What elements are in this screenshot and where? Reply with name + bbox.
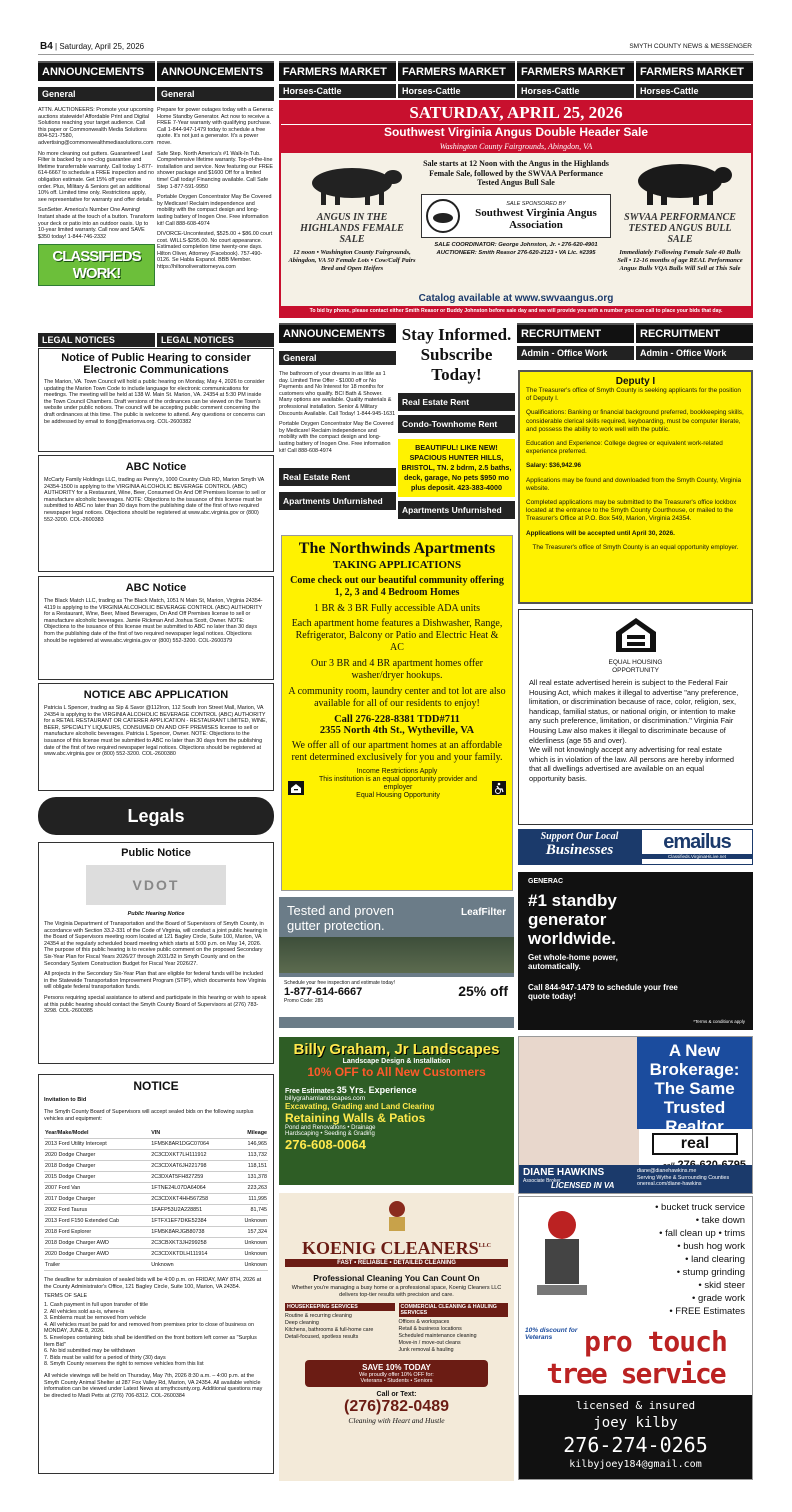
sponsored-label: SALE SPONSORED BY	[506, 200, 566, 207]
sale-intro: Sale starts at 12 Noon with the Angus in the Highlands Female Sale, followed by the SWVAA Performance Tested Angus Bull Sale	[423, 159, 609, 187]
col-header: Year/Make/Model	[44, 1128, 150, 1139]
ad-bathroom: The bathroom of your dreams in as little as 1 day. Limited Time Offer - $1000 off or No Payments and No Interest for 18 months for customers who qualify. BCI Bath & Shower. Many options are available. Quality materials & professional installation. Senior & Military Discounts Available. Call Today! 1-844-945-1631	[279, 371, 396, 417]
cell: 111,995	[234, 1194, 268, 1205]
cell: 157,324	[234, 1227, 268, 1238]
koenig-intro: Whether you're managing a busy home or a professional space, Koenig Cleaners LLC delivers top-tier results with precision and care.	[291, 1285, 502, 1298]
notice-bids	[38, 1074, 274, 1474]
leaf-brand: LeafFilter	[460, 907, 506, 918]
nw-title: The Northwinds Apartments	[298, 540, 496, 557]
section-head: RECRUITMENT	[517, 323, 634, 343]
tree-service-item: • take down	[695, 1215, 745, 1226]
service-item: Routine & recurring cleaning	[285, 1313, 352, 1319]
bull-image-icon	[625, 157, 735, 207]
realtor-name: DIANE HAWKINS	[523, 1167, 605, 1178]
service-item: Kitchens, bathrooms & full-home care	[285, 1327, 374, 1333]
sale-date: SATURDAY, APRIL 25, 2026	[281, 102, 751, 124]
billy-name: Billy Graham, Jr Landscapes	[293, 1041, 500, 1058]
subhead: Apartments Unfurnished	[279, 492, 396, 510]
realtor-license: LICENSED IN VA	[551, 1181, 615, 1190]
email-us-logo[interactable]	[641, 829, 753, 865]
table-row	[44, 1238, 268, 1249]
ad-oxygen: Portable Oxygen Concentrator May Be Covered by Medicare! Reclaim independence and mobility with the compact design and long-lasting battery of Inogen One. Free information kit! Call 888-608-4974	[279, 421, 394, 454]
cell: Unknown	[234, 1216, 268, 1227]
tree-licensed: licensed & insured	[575, 1399, 696, 1412]
sale-center-panel	[421, 157, 611, 273]
table-row	[44, 1161, 268, 1172]
cell: 2018 Dodge Charger	[44, 1161, 150, 1172]
support-line1: Support Our Local	[540, 831, 619, 842]
eho-label: EQUAL HOUSING OPPORTUNITY	[608, 659, 663, 674]
subhead: Horses-Cattle	[517, 84, 634, 98]
tree-service-item: • bush hog work	[677, 1241, 745, 1252]
job-text: The Treasurer's office of Smyth County is seeking applicants for the position of Deputy I.	[526, 387, 741, 403]
association-seal-icon	[425, 198, 461, 234]
sale-location: Washington County Fairgrounds, Abingdon, VA	[281, 141, 751, 153]
notice-body: The Smyth County Board of Supervisors will accept sealed bids on the following surplus vehicles and equipment:	[44, 1109, 254, 1122]
eho-text: We will not knowingly accept any advertising for real estate which is in violation of the law. All persons are hereby informed that all dwellings advertised are available on an equal opportunity basis.	[529, 745, 734, 783]
page-number: B4 | Saturday, April 25, 2026	[40, 41, 145, 52]
cell: Unknown	[150, 1260, 234, 1271]
section-head: ANNOUNCEMENTS	[157, 61, 274, 81]
cs-title: COMMERCIAL CLEANING & HAULING SERVICES	[399, 1303, 509, 1317]
cell: 81,745	[234, 1205, 268, 1216]
tree-brand-2: tree service	[546, 1357, 725, 1390]
cell: 2013 Ford F150 Extended Cab	[44, 1216, 150, 1227]
generac-cta: Call 844-947-1479 to schedule your free quote today!	[528, 983, 678, 1001]
table-row	[44, 1194, 268, 1205]
job-text: Applications may be found and downloaded from the Smyth County, Virginia website.	[526, 476, 742, 492]
cell: 2C3DXAT5FH827259	[150, 1172, 234, 1183]
notice-title: NOTICE ABC APPLICATION	[83, 689, 229, 701]
table-row	[44, 1139, 268, 1150]
tree-phone[interactable]: 276-274-0265	[563, 1433, 708, 1457]
cell: 113,732	[234, 1150, 268, 1161]
ad-oxygen: Portable Oxygen Concentrator May Be Covered by Medicare! Reclaim independence and mobility with the compact design and long-lasting battery of Inogen One. Free information kit! Call 888-608-4974	[157, 194, 272, 227]
legal-bar-label: LEGAL NOTICES	[38, 333, 155, 347]
cell: Unknown	[234, 1249, 268, 1260]
female-sale-title: ANGUS IN THE HIGHLANDS FEMALE SALE	[300, 212, 404, 245]
notice-body: Patricia L Spencer, trading as Sip & Savor @112Iron, 112 South Iron Street Mall, Marion, VA 24354 is applying to the VIRGINIA ALCOHOLIC BEVERAGE CONTROL (ABC) AUTHORITY for a RETAIL RESTAURANT OR CATERER APPLICATION - RESTAURANT LIMITED, WINE, BEER, SPECIALTY LIQUEURS, CONSUMED ON AND OFF PREMISES license to sell or manufacture alcoholic beverages. Patricia L Spencer, Owner. NOTE: Objections to the issuance of this license must be submitted to ABC no later than 30 days from the publishing date of the first of two required newspaper legal notices. Objections should be registered at www.abc.virginia.gov or (800) 552-3200. COL-2600380	[44, 705, 268, 758]
col3-announcements	[279, 323, 396, 510]
tree-brand-1: pro touch	[584, 1325, 727, 1358]
notice-body: The deadline for submission of sealed bids will be 4:00 p.m. on FRIDAY, MAY 8TH, 2026 at the County Administrator's Office, 121 Bagley Circle, Suite 100, Marion, VA 24354.	[44, 1277, 262, 1290]
cow-image-icon	[297, 157, 407, 207]
leaf-phone[interactable]: 1-877-614-6667	[284, 986, 363, 998]
table-row	[44, 1205, 268, 1216]
rental-ad: BEAUTIFUL! LIKE NEW! SPACIOUS HUNTER HILLS, BRISTOL, TN. 2 bdrm, 2.5 baths, deck, garage, No pets $950 mo plus deposit. 423-383-4000	[398, 439, 515, 497]
billy-discount: 10% OFF to All New Customers	[307, 1065, 486, 1079]
brokerage-headline: A New Brokerage: The Same Trusted Realtor	[637, 1037, 752, 1129]
col4-rentals	[398, 323, 515, 519]
equal-housing-logo-icon	[614, 616, 658, 654]
term-item: 6. No bid submitted may be withdrawn	[44, 1348, 136, 1355]
notice-title: NOTICE	[133, 1079, 179, 1093]
subhead: General	[38, 87, 155, 101]
term-item: 8. Smyth County reserves the right to remove vehicles from this list	[44, 1361, 204, 1368]
cell: 1FTNE24L07DA64064	[150, 1183, 234, 1194]
bull-sale-details: Immediately Following Female Sale 40 Bulls Sell • 12-16 months of age REAL Performance Angus Bulls VQA Bulls Will Sell at This Sale	[617, 249, 743, 272]
realtor-ad	[518, 1036, 753, 1194]
section-head: ANNOUNCEMENTS	[38, 61, 155, 81]
notice-vdot	[38, 842, 274, 1064]
commercial-list	[399, 1303, 509, 1354]
nw-address: 2355 North 4th St., Wytheville, VA	[319, 725, 475, 736]
header-rule	[38, 54, 754, 55]
sale-coordinator: SALE COORDINATOR: George Johnston, Jr. • 276-620-4901	[434, 241, 598, 248]
nw-eho: Equal Housing Opportunity	[356, 792, 440, 799]
recruitment-headers	[517, 323, 753, 360]
table-row	[44, 1183, 268, 1194]
leaffilter-ad	[279, 897, 514, 1028]
term-item: 2. All vehicles sold as-is, where-is	[44, 1308, 125, 1315]
job-text: Completed applications may be submitted to the Treasurer's office lockbox located at the entrance to the Smyth County Courthouse, or mailed to the Treasurer's Office at P.O. Box 549, Marion, Virginia 24354.	[526, 499, 737, 523]
nw-hookups: Our 3 BR and 4 BR apartment homes offer washer/dryer hookups.	[310, 658, 483, 681]
accessibility-icon	[492, 781, 506, 795]
koenig-headline: Professional Cleaning You Can Count On	[313, 1273, 480, 1283]
koenig-groups: Veterans • Students • Seniors	[360, 1378, 433, 1384]
equal-housing-notice	[518, 609, 753, 825]
job-salary: Salary: $36,942.96	[526, 462, 582, 470]
leaf-schedule: Schedule your free inspection and estimate today!	[284, 980, 395, 986]
notice-body: The Black Match LLC, trading as The Black Match, 1051 N Main St, Marion, Virginia 24354-4119 is applying to the VIRGINIA ALCOHOLIC BEVERAGE CONTROL (ABC) AUTHORITY for a Restaurant, Wine, Beer, Mixed Beverages, On And Off Premises license to sell or manufacture alcoholic beverages. Jamie Rickman And Joshua Scott, Owner. NOTE: Objections to the issuance of this license must be submitted to ABC no later than 30 days from the publishing date of the first of two required newspaper legal notices. Objections should be registered at www.abc.virginia.gov or (800) 552-3200. COL-2600379	[44, 598, 263, 644]
bid-instructions: To bid by phone, please contact either Smith Reasor or Buddy Johnston before sale day and we will provide you with a number you can call to place your bids that day.	[281, 306, 751, 316]
notice-title: ABC Notice	[125, 461, 187, 473]
cell: 1FAFP53U2A228851	[150, 1205, 234, 1216]
notice-title: ABC Notice	[125, 582, 187, 594]
legals-banner: Legals	[38, 797, 274, 835]
farmers-market-headers	[279, 61, 753, 98]
cell: 2C3CDXKT4HH567258	[150, 1194, 234, 1205]
cell: 1FM5K8ARJGB80738	[150, 1227, 234, 1238]
cell: 2C3CDXKT7LH111912	[150, 1150, 234, 1161]
table-row	[44, 1150, 268, 1161]
tree-service-ad	[518, 1196, 753, 1480]
cell: 131,378	[234, 1172, 268, 1183]
subhead: Condo-Townhome Rent	[398, 415, 515, 433]
hs-title: HOUSEKEEPING SERVICES	[285, 1303, 395, 1311]
northwinds-ad	[281, 535, 513, 891]
deputy-ad	[518, 370, 753, 604]
notice-body: The Virginia Department of Transportation and the Board of Supervisors of Smyth County, in accordance with Section 33.2-331 of the Code of Virginia, will conduct a joint public hearing in the Board of Supervisors meeting room located at 121 Bagley Circle, Suite 100, Marion, VA 24354 at the regularly scheduled board meeting which starts at 5:00 p.m. on May 14, 2026. The purpose of this public hearing is to receive public comment on the proposed Secondary Six-Year Plan for Fiscal Years 2026/27 through 2031/32 in Smyth County and on the Secondary System Construction Budget for Fiscal Year 2026/27.	[44, 921, 268, 967]
service-item: Offices & workspaces	[398, 1319, 450, 1325]
term-item: 1. Cash payment in full upon transfer of title	[44, 1301, 148, 1308]
terms-title: TERMS OF SALE	[44, 1293, 88, 1300]
gutter-photo	[279, 937, 514, 973]
support-line2: Businesses	[545, 842, 614, 858]
job-title: Deputy I	[615, 376, 656, 387]
cell: 2020 Dodge Charger	[44, 1150, 150, 1161]
generac-ad	[518, 872, 753, 1030]
col1-announcements	[38, 61, 155, 286]
legal-bar-2	[157, 333, 274, 347]
notice-body: All vehicle viewings will be held on Thursday, May 7th, 2026 8:30 a.m. – 4:00 p.m. at the Smyth County Animal Shelter at 287 Fox Valley Rd, Marion, VA 24354. All available vehicle information can be viewed under Latest News at smythcounty.org. Additional questions may be directed to Madi Petts at (276) 706-8312. COL-2600384	[44, 1372, 263, 1399]
cell: 118,151	[234, 1161, 268, 1172]
billy-tagline: Landscape Design & Installation	[342, 1058, 451, 1065]
tree-service-item: • grade work	[692, 1293, 745, 1304]
notice-body: Persons requiring special assistance to attend and participate in this hearing or wish to speak at this public hearing should contact the Smyth County Board of Supervisors at (276) 783-3298. COL-2600385	[44, 994, 267, 1015]
female-sale-details: 12 noon • Washington County Fairgrounds, Abingdon, VA 50 Female Lots • Cow/Calf Pairs Bred and Open Heifers	[288, 249, 416, 272]
notice-abc-2	[38, 576, 274, 680]
service-item: Junk removal & hauling	[398, 1347, 454, 1353]
billy-hardscape: Hardscaping • Seeding & Grading	[285, 1131, 375, 1137]
service-item: Move-in / move-out cleans	[398, 1340, 461, 1346]
notice-body: McCarty Family Holdings LLC, trading as Penny's, 1000 Country Club RD, Marion Smyth VA 24354-1500 is applying to the VIRGINIA ALCOHOLIC BEVERAGE CONTROL (ABC) AUTHORITY for a Restaurant, Wine, Beer, Consumed On And Off Premises license to sell or manufacture alcoholic beverages. NOTE: Objections to the issuance of this license must be submitted to ABC no later than 30 days from the publishing date of the first of two required newspaper legal notices. Objections should be registered at www.abc.virginia.gov or (800) 552-3200. COL-2600383	[44, 477, 266, 523]
ad-leaffilter: No more cleaning out gutters. Guaranteed! Leaf Filter is backed by a no-clog guarantee and lifetime transferrable warranty. Call today 1-877-614-6667 to schedule a FREE inspection and no obligation estimate. Get 15% off your entire order. Plus, Military & Seniors get an additional 10% off. Limited time only. Restrictions apply, see representative for warranty and offer details.	[38, 150, 154, 203]
subhead: Real Estate Rent	[398, 393, 515, 411]
ad-generac: Prepare for power outages today with a Generac Home Standby Generator. Act now to receive a FREE 7-Year warranty with qualifying purchase. Call 1-844-947-1479 today to schedule a free quote. It's not just a generator. It's a power move.	[157, 107, 274, 146]
cell: 2007 Ford Van	[44, 1183, 150, 1194]
subhead: Admin - Office Work	[636, 346, 753, 360]
koenig-name	[285, 1238, 508, 1259]
cell: 1FTFX1EF7DKE52384	[150, 1216, 234, 1227]
nw-income: Income Restrictions Apply	[356, 768, 438, 775]
tree-service-item: • FREE Estimates	[669, 1306, 745, 1317]
tree-service-item: • stump grinding	[676, 1267, 745, 1278]
support-local-banner	[518, 829, 641, 865]
subhead: Real Estate Rent	[279, 468, 396, 486]
realtor-site[interactable]: onereal.com/diane-hawkins	[637, 1181, 702, 1187]
vehicle-table	[44, 1128, 268, 1271]
cell: Trailer	[44, 1260, 150, 1271]
table-row	[44, 1227, 268, 1238]
cell: Unknown	[234, 1260, 268, 1271]
notice-electronic	[38, 348, 274, 452]
ad-sunsetter: SunSetter. America's Number One Awning! Instant shade at the touch of a button. Transform your deck or patio into an outdoor oasis. Up to 10-year limited warranty. Call now and SAVE $350 today! 1-844-746-2332	[38, 207, 155, 240]
koenig-call: Call or Text:	[376, 1391, 417, 1398]
sale-title: Southwest Virginia Angus Double Header Sale	[281, 124, 751, 141]
nw-community: A community room, laundry center and tot lot are also available for all of our residents to enjoy!	[288, 686, 506, 709]
billy-phone[interactable]: 276-608-0064	[285, 1137, 366, 1152]
billy-experience: 35 Yrs. Experience	[336, 1085, 417, 1095]
nw-taking: TAKING APPLICATIONS	[332, 559, 462, 571]
classifieds-logo: CLASSIFIEDS WORK!	[38, 244, 155, 286]
job-eoe: The Treasurer's office of Smyth County is an equal opportunity employer.	[532, 543, 739, 551]
cell: 2013 Ford Utility Intercept	[44, 1139, 150, 1150]
subhead: Apartments Unfurnished	[398, 501, 515, 519]
cell: 2017 Dodge Charger	[44, 1194, 150, 1205]
koenig-save: SAVE 10% TODAY	[362, 1363, 431, 1372]
cell: 2018 Ford Explorer	[44, 1227, 150, 1238]
notice-subtitle: Public Hearing Notice	[127, 911, 185, 917]
sponsor-name: Southwest Virginia Angus Association	[475, 206, 597, 231]
nw-offer: Come check out our beautiful community offering 1, 2, 3 and 4 Bedroom Homes	[290, 575, 504, 598]
cell: 2020 Dodge Charger AWD	[44, 1249, 150, 1260]
koenig-name-text: KOENIG CLEANERS	[302, 1238, 479, 1258]
notice-subtitle: Invitation to Bid	[44, 1097, 87, 1103]
service-item: Deep cleaning	[285, 1320, 319, 1326]
table-row	[44, 1260, 268, 1271]
equal-housing-icon	[288, 781, 304, 795]
legal-bar-label: LEGAL NOTICES	[157, 333, 274, 347]
nw-rent: We offer all of our apartment homes at an affordable rent determined exclusively for you and your family.	[291, 740, 503, 763]
realtor-email[interactable]: diane@dianehawkins.me	[637, 1168, 697, 1174]
subhead: Horses-Cattle	[636, 84, 753, 98]
catalog-link[interactable]: Catalog available at www.swvaangus.org	[418, 293, 614, 304]
bull-sale-panel	[615, 157, 745, 273]
nw-equal-opp: This institution is an equal opportunity provider and employer	[319, 776, 477, 791]
billy-excavating: Excavating, Grading and Land Clearing	[285, 1102, 435, 1111]
cell: 2002 Ford Taurus	[44, 1205, 150, 1216]
term-item: 5. Envelopes containing bids shall be identified on the front bottom left corner as "Surplus Item Bid"	[44, 1334, 257, 1348]
billy-pond: Pond and Renovations • Drainage	[285, 1125, 376, 1131]
koenig-tagline: FAST • RELIABLE • DETAILED CLEANING	[285, 1259, 508, 1267]
nw-features: Each apartment home features a Dishwasher, Range, Refrigerator, Balcony or Patio and Electric Heat & AC	[291, 618, 503, 653]
section-head: FARMERS MARKET	[398, 61, 515, 81]
notice-title: Notice of Public Hearing to consider Electronic Communications	[61, 352, 251, 376]
generac-headline: #1 standby generator worldwide.	[528, 891, 617, 948]
legal-bar-1	[38, 333, 155, 347]
section-head: ANNOUNCEMENTS	[279, 323, 396, 343]
realtor-assoc: Associate Broker	[523, 1178, 561, 1184]
vdot-logo: VDOT	[86, 865, 226, 905]
generac-brand: GENERAC	[528, 878, 564, 885]
leaf-headline: Tested and proven gutter protection.	[287, 903, 394, 933]
subhead: Horses-Cattle	[398, 84, 515, 98]
col-header: Mileage	[234, 1128, 268, 1139]
veteran-discount: 10% discount for Veterans	[525, 1327, 578, 1341]
generac-sub: Get whole-home power, automatically.	[528, 953, 618, 971]
term-item: 7. Bids must be valid for a period of thirty (30) days	[44, 1354, 166, 1361]
email-us-sub: Classifieds.VirginiaHiLive.net	[642, 854, 752, 859]
sale-auctioneer: AUCTIONEER: Smith Reasor 276-620-2123 • VA Lic. #2395	[436, 249, 596, 256]
cell: 2018 Dodge Charger AWD	[44, 1238, 150, 1249]
leaf-discount: 25% off	[458, 983, 508, 999]
koenig-pro: We proudly offer 10% OFF for:	[359, 1372, 434, 1378]
tree-email[interactable]: kilbyjoey184@gmail.com	[569, 1459, 702, 1470]
subhead: General	[157, 87, 274, 101]
cell: 2C3CDXAT6JH221798	[150, 1161, 234, 1172]
col-header: VIN	[150, 1128, 234, 1139]
tree-owner: joey kilby	[593, 1415, 678, 1431]
tree-service-item: • bucket truck service	[655, 1202, 745, 1213]
table-header	[44, 1128, 268, 1139]
notice-abc-app	[38, 683, 274, 791]
realtor-photo	[519, 1037, 639, 1165]
koenig-ad	[279, 1193, 514, 1481]
job-text: Qualifications: Banking or financial background preferred, bookkeeping skills, considerable clerical skills required, keyboarding, must be computer literate, and possess the ability to work well with the public.	[526, 409, 744, 433]
female-sale-panel	[287, 157, 417, 273]
tree-service-item: • land clearing	[685, 1254, 745, 1265]
tree-service-item: • fall clean up • trims	[659, 1228, 745, 1239]
bull-sale-title: SWVAA PERFORMANCE TESTED ANGUS BULL SALE	[624, 212, 736, 245]
table-row	[44, 1216, 268, 1227]
nw-ada: 1 BR & 3 BR Fully accessible ADA units	[313, 603, 481, 614]
job-deadline: Applications will be accepted until April 30, 2026.	[526, 529, 675, 537]
section-head: FARMERS MARKET	[517, 61, 634, 81]
email-us-text: emailus	[663, 831, 731, 853]
cell: 223,263	[234, 1183, 268, 1194]
billy-free: Free Estimates	[285, 1088, 335, 1095]
generac-terms: *Terms & conditions apply	[693, 1019, 745, 1024]
cell: 2C3CDXKTDLH111914	[150, 1249, 234, 1260]
koenig-slogan: Cleaning with Heart and Hustle	[348, 1416, 445, 1425]
billy-site: billygrahamlandscapes.com	[285, 1095, 366, 1102]
subhead: Horses-Cattle	[279, 84, 396, 98]
section-head: FARMERS MARKET	[636, 61, 753, 81]
section-head: FARMERS MARKET	[279, 61, 396, 81]
angus-sale-ad	[279, 100, 753, 318]
cleaning-woman-icon	[367, 1197, 427, 1233]
col2-announcements	[157, 61, 274, 275]
cell: Unknown	[234, 1238, 268, 1249]
cell: 2015 Dodge Charger	[44, 1172, 150, 1183]
table-row	[44, 1249, 268, 1260]
ad-safestep: Safe Step. North America's #1 Walk-In Tub. Comprehensive lifetime warranty. Top-of-the-line installation and service. Now featuring our FREE shower package and $1600 Off for a limited time! Call today! Financing available. Call Safe Step 1-877-591-9950	[157, 150, 273, 190]
realtor-serving: Serving Wythe & Surrounding Counties	[637, 1174, 730, 1181]
subhead: General	[279, 351, 396, 365]
housekeeping-list	[285, 1303, 395, 1354]
tree-service-item: • skid steer	[698, 1280, 745, 1291]
cell: 146,965	[234, 1139, 268, 1150]
notice-title: Public Notice	[121, 847, 191, 859]
notice-abc-1	[38, 455, 274, 572]
koenig-llc: LLC	[478, 1243, 491, 1249]
job-text: Education and Experience: College degree or equivalent work-related experience preferred.	[526, 440, 723, 456]
table-row	[44, 1172, 268, 1183]
service-item: Detail-focused, spotless results	[285, 1334, 359, 1340]
leaf-promo: Promo Code: 285	[284, 998, 324, 1004]
billy-graham-ad	[279, 1037, 514, 1185]
koenig-phone[interactable]: (276)782-0489	[344, 1398, 449, 1415]
subhead: Admin - Office Work	[517, 346, 634, 360]
notice-body: All projects in the Secondary Six-Year Plan that are eligible for federal funds will be included in the Statewide Transportation Improvement Program (STIP), which documents how Virginia will obligate federal transportation funds.	[44, 971, 266, 991]
notice-body: The Marion, VA. Town Council will hold a public hearing on Monday, May 4, 2026 to consider updating the Marion Town Code to include language for electronic communications for meetings. The meeting will be held at 138 W. Main St. Marion, VA. 24354 at 5:30 PM inside the Town Council Chambers. Draft versions of the ordinances can be viewed on the Town's website under public notices. The council will be accepting public comment concerning the draft ordinances at this time. The public is welcome to attend. Any questions or concerns can be addressed by email to tlong@marionva.org. COL-2600382	[44, 379, 266, 425]
subscribe-promo: Stay Informed. Subscribe Today!	[401, 325, 512, 384]
ad-divorce: DIVORCE-Uncontested, $525.00 + $86.00 court cost. WILLS-$295.00. No court appearance. Estimated completion time twenty-one days. Hilton Oliver, Attorney (Facebook). 757-490-0126. Se Habla Espanol. BBB Member. https://hiltonoliverattorneyva.com	[157, 231, 273, 271]
term-item: 4. All vehicles must be paid for and removed from premises prior to close of business on MONDAY, JUNE 8, 2026.	[44, 1321, 255, 1335]
real-logo: real	[652, 1133, 738, 1155]
paper-name: SMYTH COUNTY NEWS & MESSENGER	[629, 43, 752, 50]
billy-walls: Retaining Walls & Patios	[285, 1111, 426, 1125]
service-item: Retail & business locations	[398, 1326, 462, 1332]
cell: 2C3CBXKT3JH299258	[150, 1238, 234, 1249]
ad-auctioneers: ATTN. AUCTIONEERS: Promote your upcoming auctions statewide! Affordable Print and Digital Solutions reaching your target audience. Call this paper or Commonwealth Media Solutions 804-521-7580, advertising@commonwealthmediasolutions.com	[38, 107, 154, 146]
nw-phone: Call 276-228-8381 TDD#711	[334, 714, 460, 725]
service-item: Scheduled maintenance cleaning	[398, 1333, 477, 1339]
eho-text: All real estate advertised herein is subject to the Federal Fair Housing Act, which makes it illegal to advertise "any preference, limitation, or discrimination because of race, color, religion, sex, handicap, familial status, or national origin, or intention to make any such preference, limitation, or discrimination." Virginia Fair Housing Law also makes it illegal to discriminate because of elderliness (age 55 and over).	[529, 678, 739, 745]
term-item: 3. Emblems must be removed from vehicle	[44, 1315, 147, 1322]
cell: 1FM5K8AR1DGC07064	[150, 1139, 234, 1150]
section-head: RECRUITMENT	[636, 323, 753, 343]
lumberjack-icon	[527, 1207, 597, 1317]
